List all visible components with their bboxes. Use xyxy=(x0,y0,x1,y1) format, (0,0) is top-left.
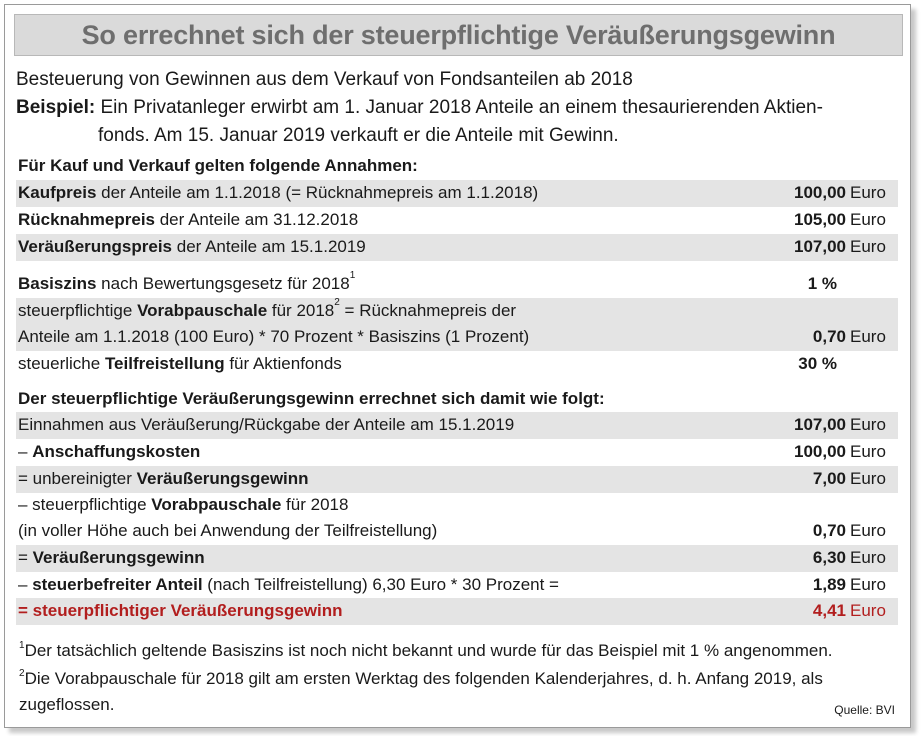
result-label: = steuerpflichtiger Veräußerungsgewinn xyxy=(18,601,343,620)
unit-label: Euro xyxy=(850,442,886,461)
teil-desc: für Aktienfonds xyxy=(224,354,342,373)
veraeusserung-desc: der Anteile am 15.1.2019 xyxy=(172,237,366,256)
unit-label: Euro xyxy=(850,210,886,229)
row-kaufpreis-label xyxy=(18,180,538,206)
unbereinigt-term: Veräußerungsgewinn xyxy=(136,469,309,488)
infographic-frame xyxy=(4,4,911,728)
footnote-1-mark: 1 xyxy=(19,640,25,651)
veraeusserung-value: 107,00 xyxy=(794,237,846,256)
basiszins-value: 1 % xyxy=(807,274,837,293)
intro-subtitle: Besteuerung von Gewinnen aus dem Verkauf von Fondsanteilen ab 2018 xyxy=(16,69,633,90)
basiszins-desc: nach Bewertungsgesetz für 2018 xyxy=(96,274,350,293)
row-calc-vorabpauschale xyxy=(16,492,898,545)
calc-vorab-label-1 xyxy=(18,492,348,518)
footnote-ref-2: 2 xyxy=(334,297,340,308)
example-text-2: fonds. Am 15. Januar 2019 verkauft er die Anteile mit Gewinn. xyxy=(98,125,619,146)
assumptions-heading-text: Für Kauf und Verkauf gelten folgende Annahmen: xyxy=(18,156,418,175)
unit-label: Euro xyxy=(850,521,886,540)
kaufpreis-desc: der Anteile am 1.1.2018 (= Rücknahmepreis am 1.1.2018) xyxy=(96,183,539,202)
teil-pre: steuerliche xyxy=(18,354,105,373)
example-text-1: Ein Privatanleger erwirbt am 1. Januar 2018 Anteile an einem thesaurierenden Aktien- xyxy=(100,97,823,118)
veraeusserung-term: Veräußerungspreis xyxy=(18,237,173,256)
row-teilfreistellung-label xyxy=(18,351,342,377)
vorab-desc: für 2018 xyxy=(267,301,335,320)
teilfreistellung-value: 30 % xyxy=(798,354,837,373)
einnahmen-value: 107,00 xyxy=(794,415,846,434)
unit-label: Euro xyxy=(850,327,886,346)
ruecknahme-desc: der Anteile am 31.12.2018 xyxy=(155,210,359,229)
row-unbereinigt xyxy=(16,466,898,493)
unbereinigt-op: = unbereinigter xyxy=(18,469,137,488)
unit-label: Euro xyxy=(850,575,886,594)
row-anschaffungskosten xyxy=(16,439,898,466)
calc-vorab-label-2: (in voller Höhe auch bei Anwendung der Teilfreistellung) xyxy=(18,521,438,540)
unit-label: Euro xyxy=(850,237,886,256)
vorab-term: Vorabpauschale xyxy=(137,301,268,320)
vorab-pre: steuerpflichtige xyxy=(18,301,138,320)
row-veraeusserungsgewinn xyxy=(16,545,898,572)
anschaffung-op: – xyxy=(18,442,33,461)
example-line-1 xyxy=(16,97,823,119)
row-veraeusserungspreis xyxy=(16,234,898,261)
row-vorabpauschale-label-1 xyxy=(18,298,516,324)
row-kaufpreis xyxy=(16,180,898,207)
row-einnahmen xyxy=(16,412,898,439)
footnote-ref-1: 1 xyxy=(349,270,356,281)
gewinn-term: Veräußerungsgewinn xyxy=(32,548,205,567)
assumptions-heading xyxy=(16,153,898,180)
calc-heading xyxy=(16,386,898,413)
unit-label: Euro xyxy=(850,601,886,620)
befreit-term: steuerbefreiter Anteil xyxy=(32,575,203,594)
anschaffung-label xyxy=(18,439,200,465)
kaufpreis-value: 100,00 xyxy=(794,183,846,202)
einnahmen-label: Einnahmen aus Veräußerung/Rückgabe der Anteile am 15.1.2019 xyxy=(18,415,515,434)
row-basiszins-label xyxy=(18,271,355,297)
row-vorabpauschale xyxy=(16,298,898,351)
row-vorabpauschale-label-2: Anteile am 1.1.2018 (100 Euro) * 70 Prozent * Basiszins (1 Prozent) xyxy=(18,327,530,346)
basiszins-term: Basiszins xyxy=(18,274,97,293)
footnote-2 xyxy=(19,669,823,689)
gewinn-value: 6,30 xyxy=(812,548,846,567)
unbereinigt-value: 7,00 xyxy=(812,469,846,488)
calc-vorab-term: Vorabpauschale xyxy=(151,495,282,514)
row-steuerbefreit xyxy=(16,572,898,599)
calc-vorab-value: 0,70 xyxy=(812,521,846,540)
vorab-value: 0,70 xyxy=(812,327,846,346)
befreit-op: – xyxy=(18,575,33,594)
teil-term: Teilfreistellung xyxy=(104,354,225,373)
row-basiszins xyxy=(16,271,898,298)
row-ruecknahmepreis-label xyxy=(18,207,358,233)
row-veraeusserungspreis-label xyxy=(18,234,366,260)
befreit-label xyxy=(18,572,559,598)
unit-label: Euro xyxy=(850,415,886,434)
unit-label: Euro xyxy=(850,183,886,202)
befreit-desc: (nach Teilfreistellung) 6,30 Euro * 30 Prozent = xyxy=(202,575,559,594)
page-title: So errechnet sich der steuerpflichtige Veräußerungsgewinn xyxy=(81,19,836,50)
source-credit: Quelle: BVI xyxy=(834,703,895,717)
unit-label: Euro xyxy=(850,469,886,488)
footnote-2-mark: 2 xyxy=(19,668,25,679)
calc-heading-text: Der steuerpflichtige Veräußerungsgewinn errechnet sich damit wie folgt: xyxy=(18,389,605,408)
gewinn-op: = xyxy=(18,548,33,567)
footnote-2-text-1: Die Vorabpauschale für 2018 gilt am ersten Werktag des folgenden Kalenderjahres, d. h. Anfang 2019, als xyxy=(24,669,823,688)
footnote-1 xyxy=(19,641,833,661)
calc-vorab-op: – steuerpflichtige xyxy=(18,495,152,514)
anschaffung-term: Anschaffungskosten xyxy=(32,442,201,461)
footnote-2-text-2: zugeflossen. xyxy=(19,695,115,714)
calc-vorab-desc: für 2018 xyxy=(281,495,349,514)
row-result xyxy=(16,598,898,625)
ruecknahme-value: 105,00 xyxy=(794,210,846,229)
unbereinigt-label xyxy=(18,466,309,492)
row-ruecknahmepreis xyxy=(16,207,898,234)
example-label: Beispiel: xyxy=(16,97,96,118)
ruecknahme-term: Rücknahmepreis xyxy=(18,210,155,229)
kaufpreis-term: Kaufpreis xyxy=(18,183,97,202)
row-teilfreistellung xyxy=(16,351,898,378)
footnote-1-text: Der tatsächlich geltende Basiszins ist noch nicht bekannt und wurde für das Beispiel mit 1 % angenommen. xyxy=(24,641,833,660)
title-bar xyxy=(14,14,903,56)
befreit-value: 1,89 xyxy=(812,575,846,594)
vorab-desc-2: = Rücknahmepreis der xyxy=(339,301,517,320)
gewinn-label xyxy=(18,545,205,571)
unit-label: Euro xyxy=(850,548,886,567)
result-value: 4,41 xyxy=(812,601,846,620)
anschaffung-value: 100,00 xyxy=(794,442,846,461)
